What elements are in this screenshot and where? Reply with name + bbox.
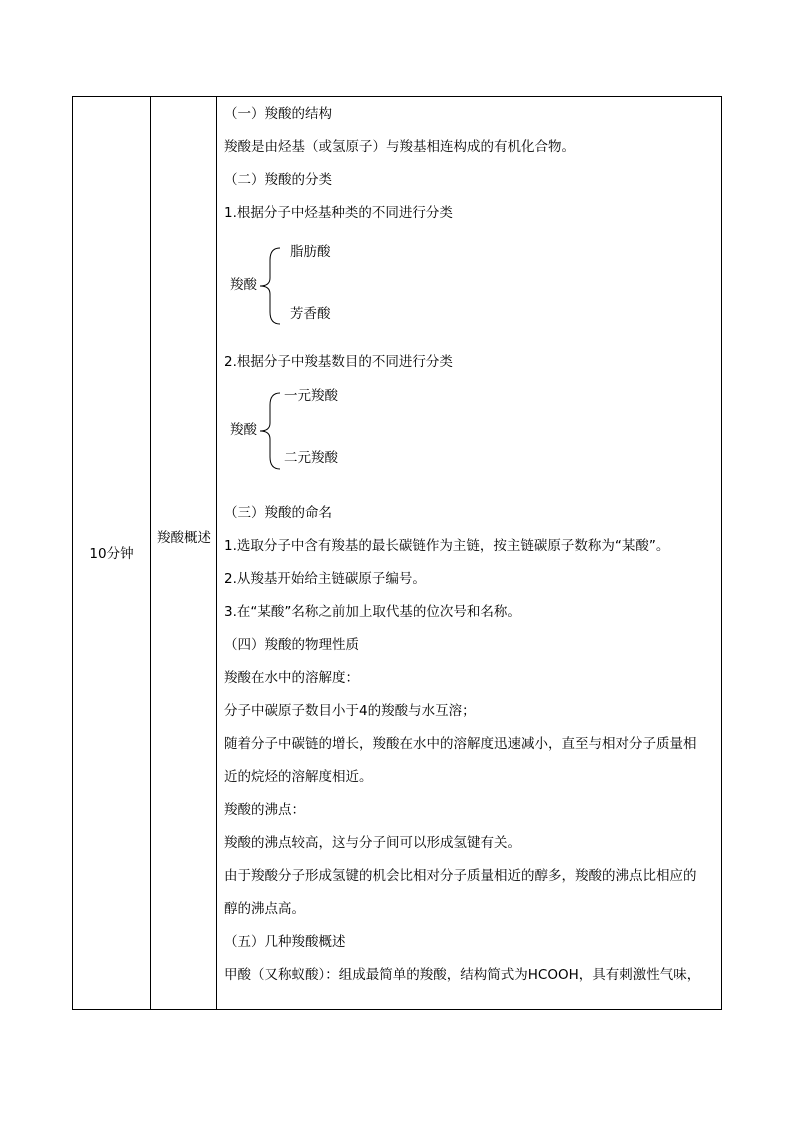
classification-brace-2 [224, 385, 719, 481]
paragraph: 1.根据分子中烃基种类的不同进行分类 [224, 205, 453, 221]
brace-label: 羧酸 [230, 277, 257, 293]
paragraph: 1.选取分子中含有羧基的最长碳链作为主链，按主链碳原子数称为“某酸”。 [224, 538, 670, 554]
paragraph: 由于羧酸分子形成氢键的机会比相对分子质量相近的醇多，羧酸的沸点比相应的 [224, 868, 697, 884]
paragraph: 随着分子中碳链的增长，羧酸在水中的溶解度迅速减小，直至与相对分子质量相 [224, 736, 697, 752]
time-cell: 10分钟 [89, 546, 134, 562]
paragraph: 分子中碳原子数目小于4的羧酸与水互溶； [224, 703, 476, 719]
content-cell [224, 98, 719, 992]
section-cell: 羧酸概述 [157, 530, 211, 546]
paragraph: 羧酸的沸点： [224, 802, 305, 818]
paragraph: 2.从羧基开始给主链碳原子编号。 [224, 571, 426, 587]
paragraph: 3.在“某酸”名称之前加上取代基的位次号和名称。 [224, 604, 521, 620]
paragraph: 醇的沸点高。 [224, 901, 305, 917]
heading-naming: （三）羧酸的命名 [224, 505, 332, 521]
brace-top-item: 一元羧酸 [284, 388, 338, 404]
lesson-table [72, 96, 722, 1010]
brace-icon [256, 385, 284, 481]
paragraph: 羧酸在水中的溶解度： [224, 670, 359, 686]
brace-top-item: 脂肪酸 [290, 244, 331, 260]
paragraph: 2.根据分子中羧基数目的不同进行分类 [224, 354, 453, 370]
brace-icon [256, 238, 284, 334]
column-divider [150, 97, 151, 1009]
heading-carboxylic-acids-overview: （五）几种羧酸概述 [224, 934, 346, 950]
paragraph: 甲酸（又称蚁酸）：组成最简单的羧酸，结构简式为HCOOH，具有刺激性气味， [224, 967, 701, 983]
heading-classification: （二）羧酸的分类 [224, 172, 332, 188]
brace-bottom-item: 二元羧酸 [284, 450, 338, 466]
paragraph: 羧酸的沸点较高，这与分子间可以形成氢键有关。 [224, 835, 521, 851]
brace-label: 羧酸 [230, 422, 257, 438]
column-divider [216, 97, 217, 1009]
heading-physical-properties: （四）羧酸的物理性质 [224, 637, 359, 653]
paragraph: 近的烷烃的溶解度相近。 [224, 769, 373, 785]
paragraph: 羧酸是由烃基（或氢原子）与羧基相连构成的有机化合物。 [224, 139, 575, 155]
brace-bottom-item: 芳香酸 [290, 306, 331, 322]
heading-structure: （一）羧酸的结构 [224, 106, 332, 122]
classification-brace-1 [224, 238, 719, 334]
